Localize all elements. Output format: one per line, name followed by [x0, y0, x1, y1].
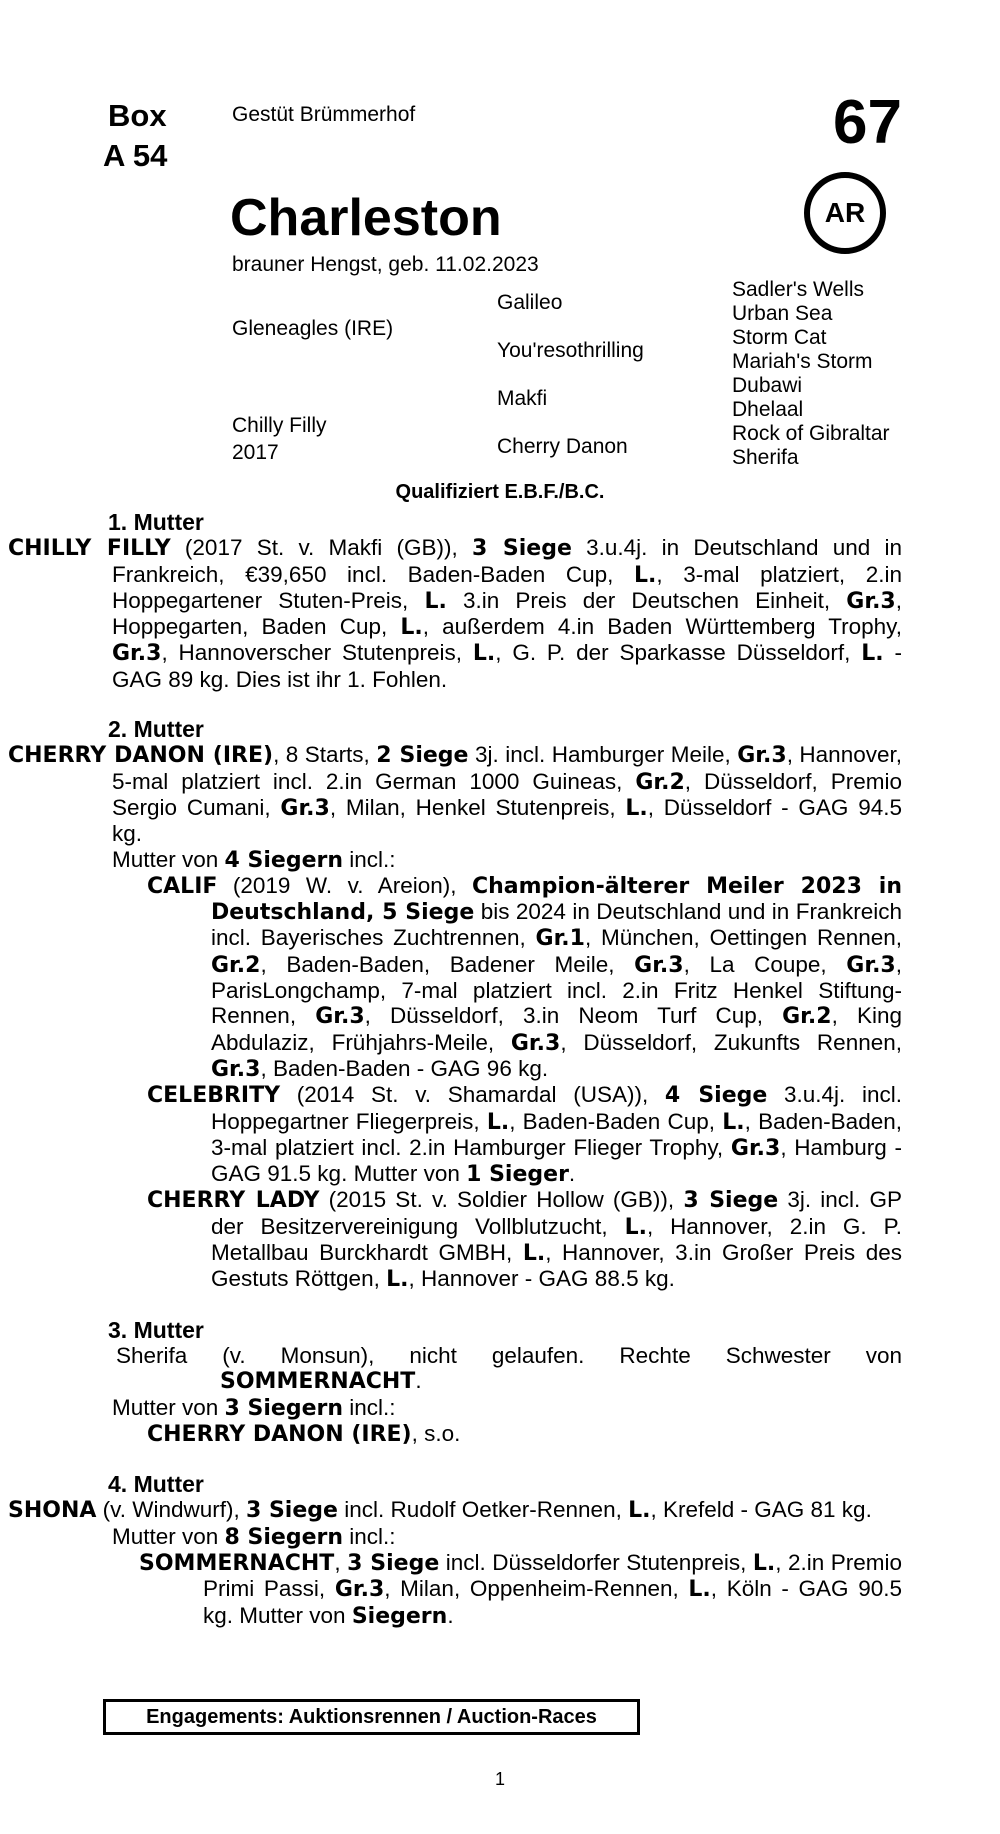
- mutter2-entry: [8, 742, 902, 847]
- pedigree-great-grandparent: Dubawi: [732, 374, 803, 397]
- wins: 4 Siege: [664, 1083, 768, 1109]
- group-mark: Gr.3: [634, 952, 684, 978]
- mutter3-mother-of: [108, 1395, 902, 1421]
- text: , Hannover - GAG 88.5 kg.: [408, 1266, 675, 1292]
- group-mark: Gr.3: [510, 1030, 561, 1056]
- group-mark: Gr.3: [846, 952, 896, 978]
- mutter4-mother-of: [108, 1524, 902, 1550]
- offspring-sommernacht: [108, 1550, 902, 1629]
- text: incl.:: [343, 1394, 396, 1420]
- pedigree-dam: Chilly Filly: [232, 414, 327, 437]
- text: , G. P. der Sparkasse Düsseldorf,: [495, 640, 862, 666]
- pedigree-great-grandparent: Storm Cat: [732, 326, 827, 349]
- text: , La Coupe,: [683, 951, 847, 977]
- text: , 8 Starts,: [273, 742, 377, 768]
- text: , Hoppegarten, Baden Cup,: [112, 587, 902, 640]
- mutter4-heading: 4. Mutter: [108, 1471, 204, 1498]
- text: , King Abdulaziz, Frühjahrs-Meile,: [211, 1003, 902, 1055]
- text: (2019 W. v. Areion),: [217, 872, 472, 898]
- listed-mark: L.: [861, 641, 884, 667]
- lot-number: 67: [833, 88, 902, 157]
- pedigree-dam-year: 2017: [232, 441, 279, 464]
- text: ,: [334, 1549, 348, 1575]
- offspring-name: CHERRY LADY: [147, 1188, 320, 1214]
- group-mark: Gr.2: [635, 769, 685, 795]
- mutter1-entry: [8, 535, 903, 692]
- text: , Milan, Henkel Stutenpreis,: [329, 794, 626, 820]
- text: , Köln - GAG 90.5 kg. Mutter von: [203, 1576, 902, 1628]
- text: , Düsseldorf, Premio Sergio Cumani,: [112, 768, 902, 820]
- pedigree-great-grandparent: Urban Sea: [732, 302, 833, 325]
- box-label: Box: [108, 98, 167, 133]
- text: (v. Windwurf),: [96, 1497, 246, 1523]
- text: incl.:: [343, 1523, 396, 1549]
- winners-count: 8 Siegern: [224, 1524, 344, 1550]
- text: incl. Rudolf Oetker-Rennen,: [337, 1497, 629, 1523]
- listed-mark: L.: [424, 588, 447, 614]
- listed-mark: L.: [722, 1109, 745, 1135]
- winners-count: Siegern: [351, 1603, 448, 1629]
- text: bis 2024 in Deutschland und in Frankreich incl. Bayerisches Zuchtrennen,: [211, 899, 902, 951]
- text: , Baden-Baden, Badener Meile,: [260, 951, 635, 977]
- breeder: Gestüt Brümmerhof: [232, 103, 416, 126]
- offspring-celebrity: [108, 1082, 902, 1187]
- offspring-name: CHERRY DANON (IRE): [147, 1421, 412, 1447]
- text: 3.in Preis der Deutschen Einheit,: [446, 587, 847, 613]
- dam-name: CHILLY FILLY: [8, 536, 171, 562]
- group-mark: Gr.1: [535, 926, 585, 952]
- pedigree-great-grandparent: Dhelaal: [732, 398, 804, 421]
- listed-mark: L.: [400, 615, 423, 641]
- group-mark: Gr.3: [315, 1004, 365, 1030]
- text: - GAG 89 kg. Dies ist ihr 1. Fohlen.: [112, 640, 902, 692]
- text: , Düsseldorf, Zukunfts Rennen,: [560, 1029, 902, 1055]
- wins: 3 Siege: [471, 536, 572, 562]
- pedigree-great-grandparent: Sadler's Wells: [732, 278, 864, 301]
- text: 3.u.4j. in Deutschland und in Frankreich, €39,650 incl. Baden-Baden Cup,: [112, 535, 903, 587]
- champion-title: Champion-älterer Meiler 2023 in Deutschland, 5 Siege: [211, 873, 902, 926]
- pedigree-grandparent: You'resothrilling: [497, 339, 644, 362]
- offspring-name: CELEBRITY: [147, 1083, 281, 1109]
- winners-count: 4 Siegern: [224, 847, 344, 873]
- ar-badge: AR: [804, 172, 886, 254]
- listed-mark: L.: [472, 641, 496, 667]
- mutter1-heading: 1. Mutter: [108, 509, 204, 535]
- offspring-calif: [108, 873, 902, 1082]
- group-mark: Gr.3: [730, 1135, 781, 1161]
- text: , 2.in Premio Primi Passi,: [203, 1549, 902, 1602]
- text: 3j. incl. GP der Besitzervereinigung Vollblutzucht,: [211, 1187, 902, 1239]
- mutter2-heading: 2. Mutter: [108, 716, 204, 743]
- wins: 3 Siege: [347, 1550, 440, 1576]
- listed-mark: L.: [486, 1109, 510, 1135]
- text: , s.o.: [411, 1420, 461, 1446]
- wins: 3 Siege: [683, 1188, 779, 1214]
- text: , Baden-Baden Cup,: [509, 1108, 723, 1134]
- pedigree-sire: Gleneagles (IRE): [232, 317, 394, 340]
- text: .: [415, 1368, 422, 1394]
- box-number: A 54: [103, 138, 168, 173]
- winners-count: 3 Siegern: [224, 1395, 344, 1421]
- listed-mark: L.: [386, 1267, 409, 1293]
- text: incl. Düsseldorfer Stutenpreis,: [439, 1549, 753, 1575]
- text: incl.:: [343, 846, 396, 872]
- text: , Hannover, 3.in Großer Preis des Gestuts Röttgen,: [211, 1240, 902, 1292]
- text: , 3-mal platziert, 2.in Hoppegartener Stuten-Preis,: [112, 561, 902, 613]
- text: , Hannover, 5-mal platziert incl. 2.in German 1000 Guineas,: [112, 742, 902, 794]
- text: , Baden-Baden, 3-mal platziert incl. 2.in Hamburger Flieger Trophy,: [211, 1108, 902, 1160]
- group-mark: Gr.3: [846, 588, 896, 614]
- text: , Düsseldorf, 3.in Neom Turf Cup,: [364, 1003, 783, 1029]
- text: 3.u.4j. incl. Hoppegartner Fliegerpreis,: [211, 1082, 902, 1134]
- text: , Düsseldorf - GAG 94.5 kg.: [112, 794, 902, 847]
- group-mark: Gr.3: [112, 641, 162, 667]
- engagements-box: Engagements: Auktionsrennen / Auction-Races: [103, 1699, 640, 1735]
- qualification: Qualifiziert E.B.F./B.C.: [395, 481, 605, 503]
- mutter2-mother-of: [108, 847, 902, 873]
- text: (2014 St. v. Shamardal (USA)),: [280, 1082, 665, 1108]
- listed-mark: L.: [688, 1577, 711, 1603]
- text: (2015 St. v. Soldier Hollow (GB)),: [319, 1187, 684, 1213]
- group-mark: Gr.3: [211, 1056, 261, 1082]
- text: .: [568, 1161, 576, 1187]
- listed-mark: L.: [625, 795, 648, 821]
- group-mark: Gr.3: [334, 1577, 385, 1603]
- sibling-name: SOMMERNACHT: [220, 1369, 416, 1395]
- offspring-name: CALIF: [147, 873, 218, 899]
- text: , ParisLongchamp, 7-mal platziert incl. 2.in Fritz Henkel Stiftung-Rennen,: [211, 951, 902, 1029]
- group-mark: Gr.2: [211, 952, 261, 978]
- group-mark: Gr.3: [737, 743, 787, 769]
- text: Mutter von: [112, 1523, 225, 1549]
- text: , Hamburg - GAG 91.5 kg. Mutter von: [211, 1134, 902, 1187]
- offspring-cherry-lady: [108, 1187, 902, 1292]
- group-mark: Gr.2: [782, 1004, 832, 1030]
- pedigree-grandparent: Galileo: [497, 291, 563, 314]
- text: .: [447, 1602, 454, 1628]
- wins: 2 Siege: [376, 743, 469, 769]
- listed-mark: L.: [522, 1241, 546, 1267]
- pedigree-great-grandparent: Sherifa: [732, 446, 799, 469]
- text: , München, Oettingen Rennen,: [584, 925, 903, 951]
- wins: 3 Siege: [246, 1498, 338, 1524]
- group-mark: Gr.3: [280, 795, 330, 821]
- dam-name: SHONA: [8, 1498, 97, 1524]
- offspring-name: SOMMERNACHT: [139, 1550, 335, 1576]
- pedigree-grandparent: Makfi: [497, 387, 548, 410]
- dam-lines: [8, 509, 903, 1629]
- mutter4-entry: [8, 1497, 902, 1524]
- text: Mutter von: [112, 1394, 225, 1420]
- text: , Hannoverscher Stutenpreis,: [161, 640, 473, 666]
- text: (2017 St. v. Makfi (GB)),: [170, 535, 472, 561]
- text: 3j. incl. Hamburger Meile,: [468, 742, 738, 768]
- dam-name: CHERRY DANON (IRE): [8, 743, 274, 769]
- listed-mark: L.: [634, 562, 657, 588]
- horse-description: brauner Hengst, geb. 11.02.2023: [232, 253, 539, 276]
- horse-name: Charleston: [230, 189, 502, 247]
- winners-count: 1 Sieger: [466, 1162, 569, 1188]
- pedigree-great-grandparent: Rock of Gibraltar: [732, 422, 890, 445]
- pedigree-grandparent: Cherry Danon: [497, 435, 628, 458]
- listed-mark: L.: [752, 1550, 776, 1576]
- page-number: 1: [494, 1769, 505, 1789]
- text: Mutter von: [112, 846, 225, 872]
- offspring-cherry-danon: [108, 1421, 902, 1447]
- text: , Hannover, 2.in G. P. Metallbau Burckhardt GMBH,: [211, 1213, 902, 1266]
- listed-mark: L.: [628, 1498, 651, 1524]
- mutter3-heading: 3. Mutter: [108, 1316, 204, 1343]
- text: , Milan, Oppenheim-Rennen,: [384, 1576, 689, 1602]
- mutter3-entry: [108, 1343, 902, 1395]
- text: , außerdem 4.in Baden Württemberg Trophy,: [422, 614, 902, 640]
- text: Sherifa (v. Monsun), nicht gelaufen. Rechte Schwester von: [116, 1342, 902, 1368]
- pedigree-great-grandparent: Mariah's Storm: [732, 350, 873, 373]
- listed-mark: L.: [624, 1214, 647, 1240]
- text: , Baden-Baden - GAG 96 kg.: [260, 1055, 549, 1081]
- text: , Krefeld - GAG 81 kg.: [650, 1497, 872, 1523]
